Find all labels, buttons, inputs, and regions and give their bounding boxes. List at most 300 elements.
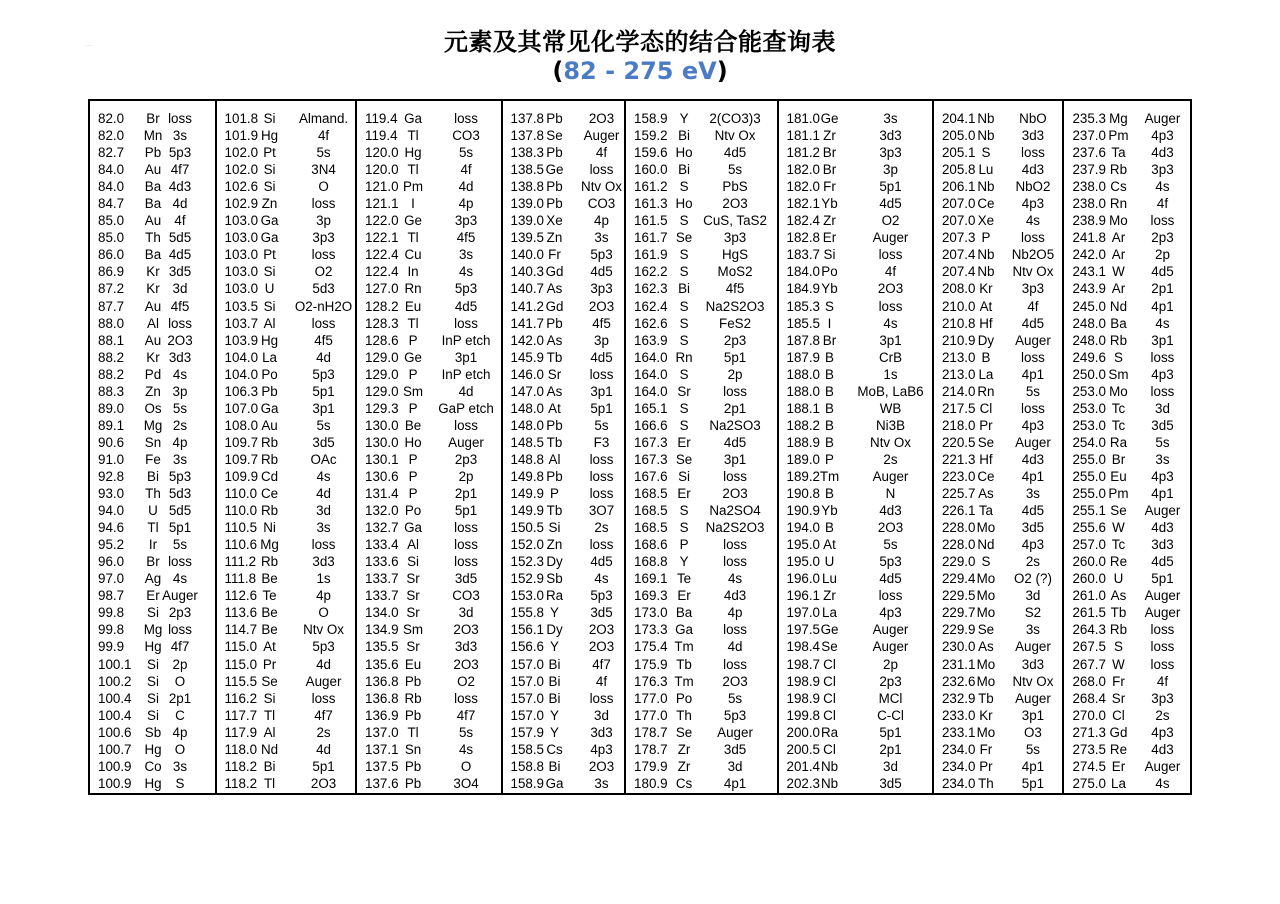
table-row [626,775,776,792]
binding-energy: 82.0 [98,111,125,126]
chemical-state: loss [1021,400,1045,416]
binding-energy: 138.8 [510,179,545,195]
chemical-state: 3d [1025,588,1041,604]
binding-energy: 164.0 [634,383,668,399]
table-row [503,656,625,673]
binding-energy-table [88,99,1192,795]
element-symbol: Re [1109,554,1128,570]
table-row [503,298,625,315]
element-symbol: Ba [144,196,162,212]
table-row [503,332,625,349]
table-row [217,570,355,587]
element-symbol: Rb [1109,162,1128,178]
table-row [90,502,215,519]
chemical-state: Auger [162,588,198,604]
table-row [217,502,355,519]
binding-energy: 225.7 [941,486,976,502]
binding-energy: 177.0 [634,690,668,706]
table-row [357,638,500,655]
binding-energy: 156.1 [510,622,545,638]
table-column [1064,101,1190,793]
chemical-state: 2O3 [588,639,615,655]
element-symbol: Si [147,656,159,672]
element-symbol: Nb [977,128,995,144]
binding-energy: 188.9 [786,434,821,450]
element-symbol: P [408,451,418,467]
binding-energy: 98.7 [98,588,125,604]
chemical-state: O [318,179,329,195]
table-row [626,604,776,621]
binding-energy: 103.9 [224,332,259,348]
binding-energy: 229.5 [941,588,976,604]
binding-energy: 122.4 [365,264,399,280]
table-row [217,417,355,434]
table-row [934,263,1063,280]
binding-energy: 233.1 [941,724,976,740]
chemical-state: loss [454,554,478,570]
binding-energy: 118.2 [224,758,258,774]
element-symbol: Er [822,230,837,246]
element-symbol: Yb [821,281,838,297]
binding-energy: 155.8 [510,605,545,621]
chemical-state: 5d3 [312,281,335,297]
chemical-state: 3d5 [312,434,335,450]
chemical-state: 3s [594,230,609,246]
binding-energy: 97.0 [98,571,125,587]
element-symbol: Tb [546,349,563,365]
table-row [217,280,355,297]
binding-energy: 89.1 [98,417,125,433]
chemical-state: 3s [1025,622,1041,638]
chemical-state: 2O3 [877,281,904,297]
binding-energy: 122.4 [365,247,399,263]
chemical-state: 3p3 [312,230,335,246]
table-row [357,536,500,553]
table-row [503,468,625,485]
chemical-state: InP etch [441,332,491,348]
chemical-state: 4f [595,673,608,689]
table-row [779,263,932,280]
binding-energy: 238.9 [1072,213,1106,229]
element-symbol: Al [407,537,419,553]
element-symbol: S [825,298,834,314]
table-row [357,349,500,366]
element-symbol: Pt [263,247,276,263]
chemical-state: 4p1 [1021,366,1045,382]
element-symbol: Lu [822,571,837,587]
binding-energy: 147.0 [510,383,545,399]
binding-energy: 88.1 [98,332,125,348]
table-row [90,775,215,792]
table-row [626,400,776,417]
table-row [90,229,215,246]
table-column [90,101,217,793]
chemical-state: 4s [1155,179,1170,195]
table-row [217,775,355,792]
table-row [90,400,215,417]
table-row [934,298,1063,315]
table-row [90,298,215,315]
binding-energy: 235.3 [1072,111,1106,126]
element-symbol: Pb [546,111,563,126]
table-row [626,690,776,707]
chemical-state: 4p [458,196,474,212]
chemical-state: 4s [1025,213,1041,229]
binding-energy: 267.5 [1072,639,1106,655]
chemical-state: 4d3 [1021,162,1045,178]
chemical-state: 4f [1156,673,1169,689]
binding-energy: 149.9 [510,486,545,502]
binding-energy: 184.9 [786,281,821,297]
binding-energy: 130.0 [365,417,399,433]
chemical-state: MCl [878,690,903,706]
element-symbol: Tb [546,503,563,519]
table-row [503,349,625,366]
chemical-state: 5p1 [312,383,335,399]
element-symbol: Ra [1109,434,1128,450]
table-row [1064,332,1190,349]
table-row [934,570,1063,587]
chemical-state: O [460,758,472,774]
element-symbol: Be [261,605,278,621]
chemical-state: Nb2O5 [1011,247,1055,263]
chemical-state: 4p [594,213,609,229]
table-row [217,690,355,707]
chemical-state: 4s [458,264,474,280]
table-row [626,280,776,297]
chemical-state: 4f7 [456,707,476,723]
binding-energy: 207.4 [941,264,976,280]
chemical-state: 4f [884,264,897,280]
binding-energy: 162.6 [634,315,668,331]
table-row [357,707,500,724]
table-row [90,468,215,485]
binding-energy: 157.9 [510,724,545,740]
table-row [503,280,625,297]
binding-energy: 255.0 [1072,486,1106,502]
table-row [503,570,625,587]
table-row [1064,263,1190,280]
element-symbol: Si [147,690,159,706]
table-row [626,315,776,332]
element-symbol: S [679,298,689,314]
binding-energy: 194.0 [786,520,821,536]
binding-energy: 210.9 [941,332,976,348]
binding-energy: 168.6 [634,537,668,553]
table-row [1064,468,1190,485]
binding-energy: 169.3 [634,588,668,604]
table-row [779,553,932,570]
chemical-state: CO3 [452,588,480,604]
element-symbol: P [679,537,689,553]
chemical-state: loss [1150,383,1175,399]
table-row [217,604,355,621]
binding-energy: 128.3 [365,315,399,331]
table-row [934,536,1063,553]
chemical-state: 3d3 [454,639,478,655]
binding-energy: 161.7 [634,230,668,246]
table-column [503,101,627,793]
table-row [503,434,625,451]
chemical-state: O [174,673,186,689]
element-symbol: Au [144,298,162,314]
element-symbol: At [548,400,561,416]
binding-energy: 274.5 [1072,758,1106,774]
binding-energy: 205.8 [941,162,976,178]
table-row [779,246,932,263]
binding-energy: 110.0 [224,503,258,519]
element-symbol: Ho [675,196,693,212]
binding-energy: 213.0 [941,349,976,365]
table-row [357,519,500,536]
chemical-state: 3s [1155,451,1170,467]
table-row [357,604,500,621]
table-row [779,127,932,144]
binding-energy: 96.0 [98,554,125,570]
table-row [779,349,932,366]
table-row [217,621,355,638]
table-row [1064,246,1190,263]
table-row [779,366,932,383]
element-symbol: S [981,145,991,161]
binding-energy: 207.0 [941,196,976,212]
binding-energy: 109.7 [224,451,259,467]
element-symbol: Fr [823,179,836,195]
chemical-state: 3p1 [1021,707,1045,723]
binding-energy: 197.5 [786,622,821,638]
element-symbol: Si [263,162,276,178]
binding-energy: 241.8 [1072,230,1106,246]
table-row [217,587,355,604]
chemical-state: 3d5 [590,605,613,621]
element-symbol: Mo [976,673,996,689]
binding-energy: 245.0 [1072,298,1106,314]
element-symbol: B [825,400,834,416]
table-row [934,604,1063,621]
chemical-state: Na2S2O3 [705,298,765,314]
chemical-state: 2p [1155,247,1170,263]
binding-energy: 100.1 [98,656,132,672]
chemical-state: 4d [316,349,331,365]
table-row [503,383,625,400]
chemical-state: 4s [883,315,898,331]
element-symbol: Al [263,315,276,331]
element-symbol: Si [263,298,276,314]
element-symbol: S [1114,639,1123,655]
binding-energy: 229.9 [941,622,976,638]
table-row [1064,315,1190,332]
table-row [779,519,932,536]
element-symbol: Er [677,434,691,450]
chemical-state: Ntv Ox [870,434,911,450]
element-symbol: Tc [1111,537,1126,553]
table-row [626,656,776,673]
element-symbol: Tm [674,639,694,655]
element-symbol: Se [675,230,693,246]
chemical-state: 3s [594,775,609,791]
binding-energy: 175.4 [634,639,668,655]
chemical-state: 4d3 [1151,145,1174,161]
chemical-state: 5p1 [454,503,478,519]
chemical-state: loss [168,622,192,638]
element-symbol: Ho [404,434,422,450]
binding-energy: 200.0 [786,724,821,740]
table-row [626,536,776,553]
chemical-state: 4p3 [879,605,902,621]
table-row [90,434,215,451]
table-row [626,707,776,724]
binding-energy: 264.3 [1072,622,1106,638]
chemical-state: 4d5 [1021,503,1045,519]
table-row [626,383,776,400]
chemical-state: 4p [727,605,743,621]
element-symbol: Fr [1112,673,1125,689]
table-row [779,707,932,724]
element-symbol: Zr [823,213,836,229]
binding-energy: 86.9 [98,264,125,280]
chemical-state: Auger [1144,111,1181,126]
binding-energy: 180.9 [634,775,668,791]
table-row [934,434,1063,451]
chemical-state: Auger [583,128,620,144]
chemical-state: 3d3 [1021,128,1045,144]
element-symbol: Yb [821,503,838,519]
table-row [779,298,932,315]
table-row [779,451,932,468]
element-symbol: Pb [546,417,563,433]
chemical-state: 4f7 [592,656,611,672]
table-row [90,315,215,332]
chemical-state: loss [454,520,478,536]
table-row [90,178,215,195]
table-row [626,127,776,144]
element-symbol: Fr [979,741,993,757]
chemical-state: loss [1021,145,1045,161]
table-row [934,775,1063,792]
binding-energy: 168.5 [634,486,668,502]
binding-energy: 167.3 [634,451,668,467]
table-row [503,690,625,707]
table-row [357,485,500,502]
table-row [1064,587,1190,604]
binding-energy: 188.2 [786,417,821,433]
binding-energy: 118.0 [224,741,258,757]
binding-energy: 178.7 [634,724,668,740]
element-symbol: Xe [546,213,563,229]
chemical-state: Auger [872,230,909,246]
chemical-state: 2p [172,656,188,672]
binding-energy: 110.0 [224,486,258,502]
table-row [1064,724,1190,741]
binding-energy: 133.7 [365,571,399,587]
chemical-state: 3d [594,707,609,723]
table-row [90,553,215,570]
chemical-state: CrB [878,349,903,365]
table-row [779,656,932,673]
element-symbol: Tb [546,434,563,450]
element-symbol: Al [263,724,276,740]
element-symbol: Rn [675,349,693,365]
table-row [1064,298,1190,315]
element-symbol: Si [548,520,561,536]
element-symbol: Tc [1111,400,1126,416]
binding-energy: 260.0 [1072,554,1106,570]
binding-energy: 173.0 [634,605,668,621]
element-symbol: Hg [260,332,279,348]
element-symbol: La [1111,775,1126,791]
chemical-state: 3O4 [453,775,479,791]
chemical-state: CuS, TaS2 [703,213,767,229]
element-symbol: As [546,332,563,348]
binding-energy: 119.4 [365,128,398,144]
element-symbol: Bi [263,758,276,774]
table-row [217,110,355,127]
chemical-state: 5p3 [590,247,613,263]
element-symbol: Rb [1109,332,1128,348]
chemical-state: 2p3 [454,451,478,467]
chemical-state: 3d5 [454,571,478,587]
binding-energy: 190.9 [786,503,821,519]
element-symbol: Ir [148,537,158,553]
binding-energy: 95.2 [98,537,125,553]
chemical-state: 3p1 [723,451,747,467]
binding-energy: 130.6 [365,468,399,484]
binding-energy: 268.4 [1072,690,1106,706]
binding-energy: 102.0 [224,145,259,161]
chemical-state: 5p3 [590,588,613,604]
binding-energy: 161.5 [634,213,668,229]
binding-energy: 128.2 [365,298,399,314]
element-symbol: Zr [677,741,691,757]
table-row [934,144,1063,161]
chemical-state: 3d5 [879,775,902,791]
chemical-state: loss [723,554,747,570]
binding-energy: 135.6 [365,656,399,672]
binding-energy: 121.0 [365,179,399,195]
binding-energy: 238.0 [1072,196,1106,212]
chemical-state: 4p3 [1151,366,1174,382]
element-symbol: Th [145,486,161,502]
binding-energy: 101.8 [224,111,259,126]
element-symbol: S [679,520,689,536]
table-row [934,246,1063,263]
element-symbol: Sr [406,588,420,604]
chemical-state: 3p [172,383,188,399]
chemical-state: 4s [316,468,331,484]
chemical-state: 2(CO3)3 [709,111,761,126]
element-symbol: Dy [546,554,563,570]
element-symbol: Sr [677,383,691,399]
element-symbol: Pb [546,179,563,195]
element-symbol: Br [1111,451,1126,467]
element-symbol: Se [1110,503,1127,519]
chemical-state: 1s [316,571,331,587]
chemical-state: 4f [1027,298,1039,314]
element-symbol: Ga [545,775,564,791]
binding-energy: 103.7 [224,315,259,331]
element-symbol: Mg [143,417,163,433]
binding-energy: 102.0 [224,162,259,178]
chemical-state: 3p [883,162,898,178]
binding-energy: 199.8 [786,707,821,723]
binding-energy: 229.4 [941,571,976,587]
table-row [90,570,215,587]
binding-energy: 158.9 [634,111,668,126]
table-row [779,587,932,604]
element-symbol: Eu [1110,468,1127,484]
element-symbol: Mo [976,724,996,740]
binding-energy: 242.0 [1072,247,1106,263]
